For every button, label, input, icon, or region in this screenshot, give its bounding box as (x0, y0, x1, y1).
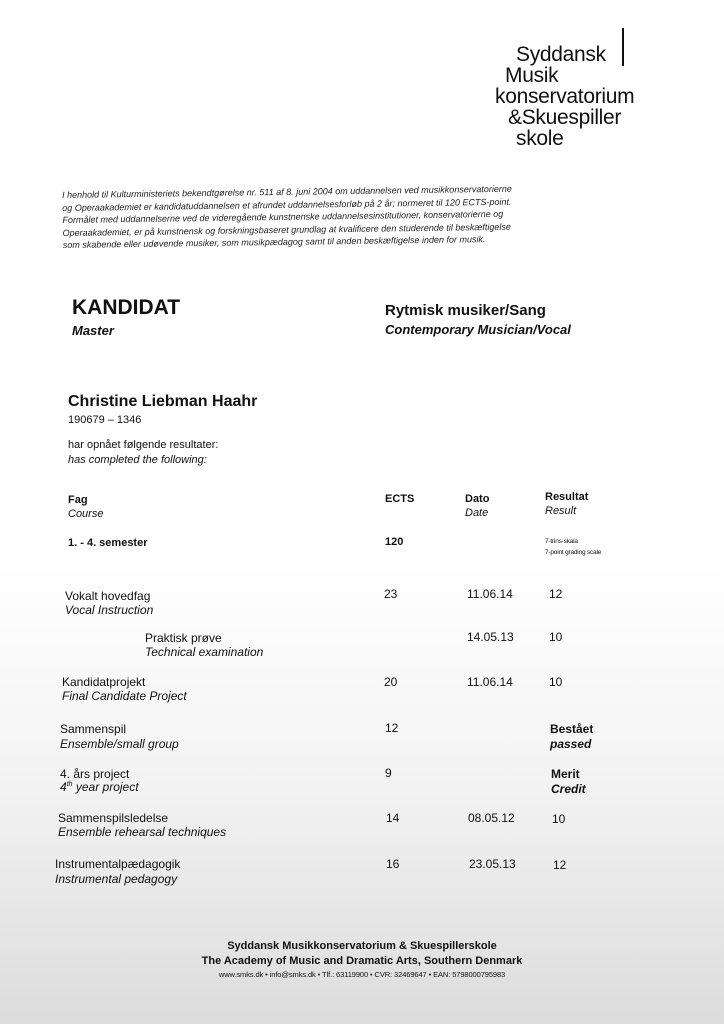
student-name: Christine Liebman Haahr (68, 393, 258, 410)
legal-line: Formålet med uddannelserne ved de videregående kunstnenske uddannelsesinstitutioner, konservatorierne og (62, 208, 504, 225)
course-ects: 20 (384, 675, 398, 689)
course-name-da: Praktisk prøve (145, 631, 222, 645)
course-ects: 16 (386, 857, 400, 871)
header-course-en: Course (68, 508, 104, 520)
intro-da: har opnået følgende resultater: (68, 439, 219, 451)
course-name-en (60, 780, 139, 794)
legal-paragraph (62, 181, 663, 252)
ordinal-suffix: th (66, 781, 73, 788)
course-name-en-rest: year project (72, 780, 139, 794)
course-ects: 23 (384, 587, 398, 601)
footer-contact: www.smks.dk • info@smks.dk • Tlf.: 63119900 • CVR: 32469647 • EAN: 5798000795983 (218, 970, 506, 979)
course-name-en: Final Candidate Project (62, 689, 187, 703)
course-name-da: Instrumentalpædagogik (55, 857, 181, 871)
legal-line: som skabende eller udøvende musiker, som musikpædagog samt til anden beskæftigelse inden for musik. (62, 234, 486, 250)
course-ects: 14 (386, 811, 400, 825)
course-ects: 9 (385, 766, 392, 780)
course-name-da: Kandidatprojekt (62, 675, 146, 689)
course-name-en: Technical examination (145, 645, 264, 659)
course-result: 12 (553, 858, 567, 872)
semester-ects: 120 (385, 536, 404, 548)
grading-scale-da: 7-trins-skala (545, 538, 578, 545)
header-result-da: Resultat (545, 491, 589, 503)
header-date-da: Dato (465, 493, 490, 505)
course-result: 10 (549, 630, 563, 644)
logo-line: Musik (505, 64, 559, 87)
header-course-da: Fag (68, 494, 88, 506)
course-ects: 12 (385, 721, 399, 735)
course-date: 11.06.14 (467, 587, 513, 601)
course-result: Merit (551, 767, 580, 781)
programme-title: Rytmisk musiker/Sang (385, 302, 546, 319)
course-result: Bestået (550, 722, 594, 736)
programme-subtitle: Contemporary Musician/Vocal (385, 322, 571, 337)
logo-line: Syddansk (516, 43, 606, 66)
header-date-en: Date (465, 507, 489, 519)
semester-label: 1. - 4. semester (68, 537, 148, 549)
intro-en: has completed the following: (68, 454, 207, 466)
course-result: 10 (549, 675, 563, 689)
course-year-number: 4 (60, 780, 67, 794)
logo-line: konservatorium (495, 85, 635, 108)
footer-institution: Syddansk Musikkonservatorium & Skuespillerskole (227, 940, 497, 952)
course-date: 08.05.12 (468, 811, 515, 825)
legal-line: og Operaakademiet er kandidatuddannelsen et afrundet uddannelsesforløb på 2 år; normeret til 120 ECTS-point. (62, 196, 512, 213)
degree-subtitle: Master (72, 323, 114, 338)
course-name-en: Ensemble/small group (60, 737, 179, 751)
course-date: 11.06.14 (467, 675, 513, 689)
logo-line: &Skuespiller (508, 106, 622, 129)
header-result-en: Result (545, 505, 577, 517)
course-name-da: Vokalt hovedfag (65, 589, 151, 603)
course-name-da: 4. års project (60, 767, 130, 781)
course-name-da: Sammenspilsledelse (58, 811, 169, 825)
course-name-en: Vocal Instruction (65, 603, 154, 617)
degree-title: KANDIDAT (72, 296, 181, 319)
legal-line: I henhold til Kulturministeriets bekendtgørelse nr. 511 af 8. juni 2004 om uddannelsen ved musikkonservatorierne (62, 183, 512, 200)
course-name-en: Instrumental pedagogy (55, 872, 178, 886)
grading-scale-en: 7-point grading scale (545, 549, 602, 556)
footer-institution-en: The Academy of Music and Dramatic Arts, Southern Denmark (201, 955, 523, 967)
course-name-en: Ensemble rehearsal techniques (58, 825, 227, 839)
course-date: 23.05.13 (469, 857, 516, 871)
student-id: 190679 – 1346 (68, 414, 142, 426)
course-result: 12 (549, 587, 563, 601)
header-ects: ECTS (385, 493, 415, 505)
institution-logo (495, 43, 660, 150)
logo-line: skole (516, 127, 564, 150)
course-result-en: Credit (551, 782, 586, 796)
course-date: 14.05.13 (467, 630, 514, 644)
course-result-en: passed (550, 737, 592, 751)
legal-line: Operaakademiet, er på kunstnensk og forskningsbaseret grundlag at kvalificere den studerende til beskæftigelse (62, 221, 511, 238)
course-result: 10 (552, 812, 566, 826)
course-name-da: Sammenspil (60, 722, 127, 736)
